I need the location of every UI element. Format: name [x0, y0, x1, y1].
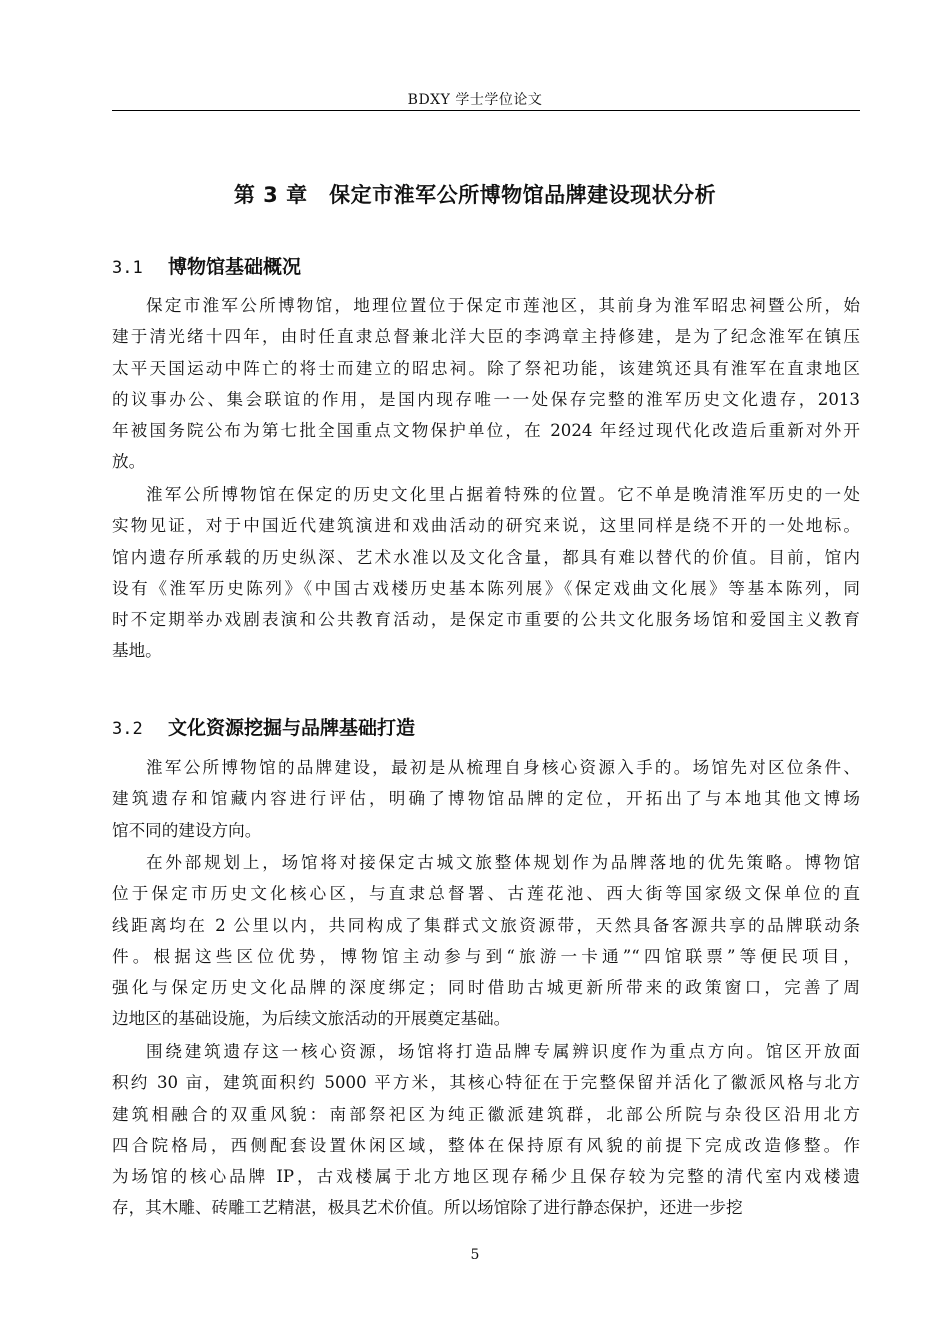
- section-number: 3.2: [112, 719, 143, 739]
- text-line: 四合院格局，西侧配套设置休闲区域，整体在保持原有风貌的前提下完成改造修整。作: [112, 1135, 860, 1155]
- section-title: 博物馆基础概况: [168, 256, 302, 278]
- page-header: BDXY 学士学位论文: [407, 92, 543, 108]
- text-line: 为场馆的核心品牌 IP，古戏楼属于北方地区现存稀少且保存较为完整的清代室内戏楼遗: [112, 1167, 860, 1187]
- text-line: 馆不同的建设方向。: [112, 820, 262, 840]
- paragraph: [112, 847, 860, 1035]
- text-line: 馆内遗存所承载的历史纵深、艺术水准以及文化含量，都具有难以替代的价值。目前，馆内: [112, 547, 860, 567]
- section-heading: [112, 252, 301, 279]
- paragraph: [112, 479, 860, 667]
- text-line: 线距离均在 2 公里以内，共同构成了集群式文旅资源带，天然具备客源共享的品牌联动条: [112, 915, 860, 935]
- text-line: 放。: [112, 452, 146, 472]
- text-line: 件。根据这些区位优势，博物馆主动参与到“旅游一卡通”“四馆联票”等便民项目，: [112, 946, 860, 966]
- text-line: 强化与保定历史文化品牌的深度绑定；同时借助古城更新所带来的政策窗口，完善了周: [112, 978, 860, 998]
- paragraph: [112, 1036, 860, 1224]
- page-number: 5: [470, 1247, 480, 1263]
- text-line: 年被国务院公布为第七批全国重点文物保护单位，在 2024 年经过现代化改造后重新对外开: [112, 421, 860, 441]
- text-line: 建筑相融合的双重风貌：南部祭祀区为纯正徽派建筑群，北部公所院与杂役区沿用北方: [112, 1104, 860, 1124]
- section-number: 3.1: [112, 258, 143, 278]
- text-line: 位于保定市历史文化核心区，与直隶总督署、古莲花池、西大街等国家级文保单位的直: [112, 884, 860, 904]
- header-rule: [112, 110, 860, 111]
- text-line: 设有《淮军历史陈列》《中国古戏楼历史基本陈列展》《保定戏曲文化展》等基本陈列，同: [112, 578, 860, 598]
- text-line: 围绕建筑遗存这一核心资源，场馆将打造品牌专属辨识度作为重点方向。馆区开放面: [146, 1042, 860, 1061]
- text-line: 淮军公所博物馆的品牌建设，最初是从梳理自身核心资源入手的。场馆先对区位条件、: [146, 758, 860, 777]
- text-line: 基地。: [112, 641, 162, 661]
- text-line: 淮军公所博物馆在保定的历史文化里占据着特殊的位置。它不单是晚清淮军历史的一处: [146, 485, 860, 504]
- text-line: 保定市淮军公所博物馆，地理位置位于保定市莲池区，其前身为淮军昭忠祠暨公所，始: [146, 296, 860, 315]
- text-line: 时不定期举办戏剧表演和公共教育活动，是保定市重要的公共文化服务场馆和爱国主义教育: [112, 610, 860, 630]
- section-heading: [112, 713, 415, 740]
- text-line: 建于清光绪十四年，由时任直隶总督兼北洋大臣的李鸿章主持修建，是为了纪念淮军在镇压: [112, 327, 860, 347]
- text-line: 存，其木雕、砖雕工艺精湛，极具艺术价值。所以场馆除了进行静态保护，还进一步挖: [112, 1198, 743, 1218]
- paragraph: [112, 290, 860, 478]
- text-line: 实物见证，对于中国近代建筑演进和戏曲活动的研究来说，这里同样是绕不开的一处地标。: [112, 516, 860, 536]
- chapter-title: 第 3 章 保定市淮军公所博物馆品牌建设现状分析: [233, 183, 717, 207]
- text-line: 的议事办公、集会联谊的作用，是国内现存唯一一处保存完整的淮军历史文化遗存，2013: [112, 389, 860, 409]
- section-title: 文化资源挖掘与品牌基础打造: [168, 717, 416, 739]
- paragraph: [112, 752, 860, 846]
- text-line: 在外部规划上，场馆将对接保定古城文旅整体规划作为品牌落地的优先策略。博物馆: [146, 853, 860, 872]
- text-line: 积约 30 亩，建筑面积约 5000 平方米，其核心特征在于完整保留并活化了徽派风格与北方: [112, 1073, 860, 1093]
- text-line: 太平天国运动中阵亡的将士而建立的昭忠祠。除了祭祀功能，该建筑还具有淮军在直隶地区: [112, 358, 860, 378]
- text-line: 建筑遗存和馆藏内容进行评估，明确了博物馆品牌的定位，开拓出了与本地其他文博场: [112, 789, 860, 809]
- text-line: 边地区的基础设施，为后续文旅活动的开展奠定基础。: [112, 1009, 511, 1029]
